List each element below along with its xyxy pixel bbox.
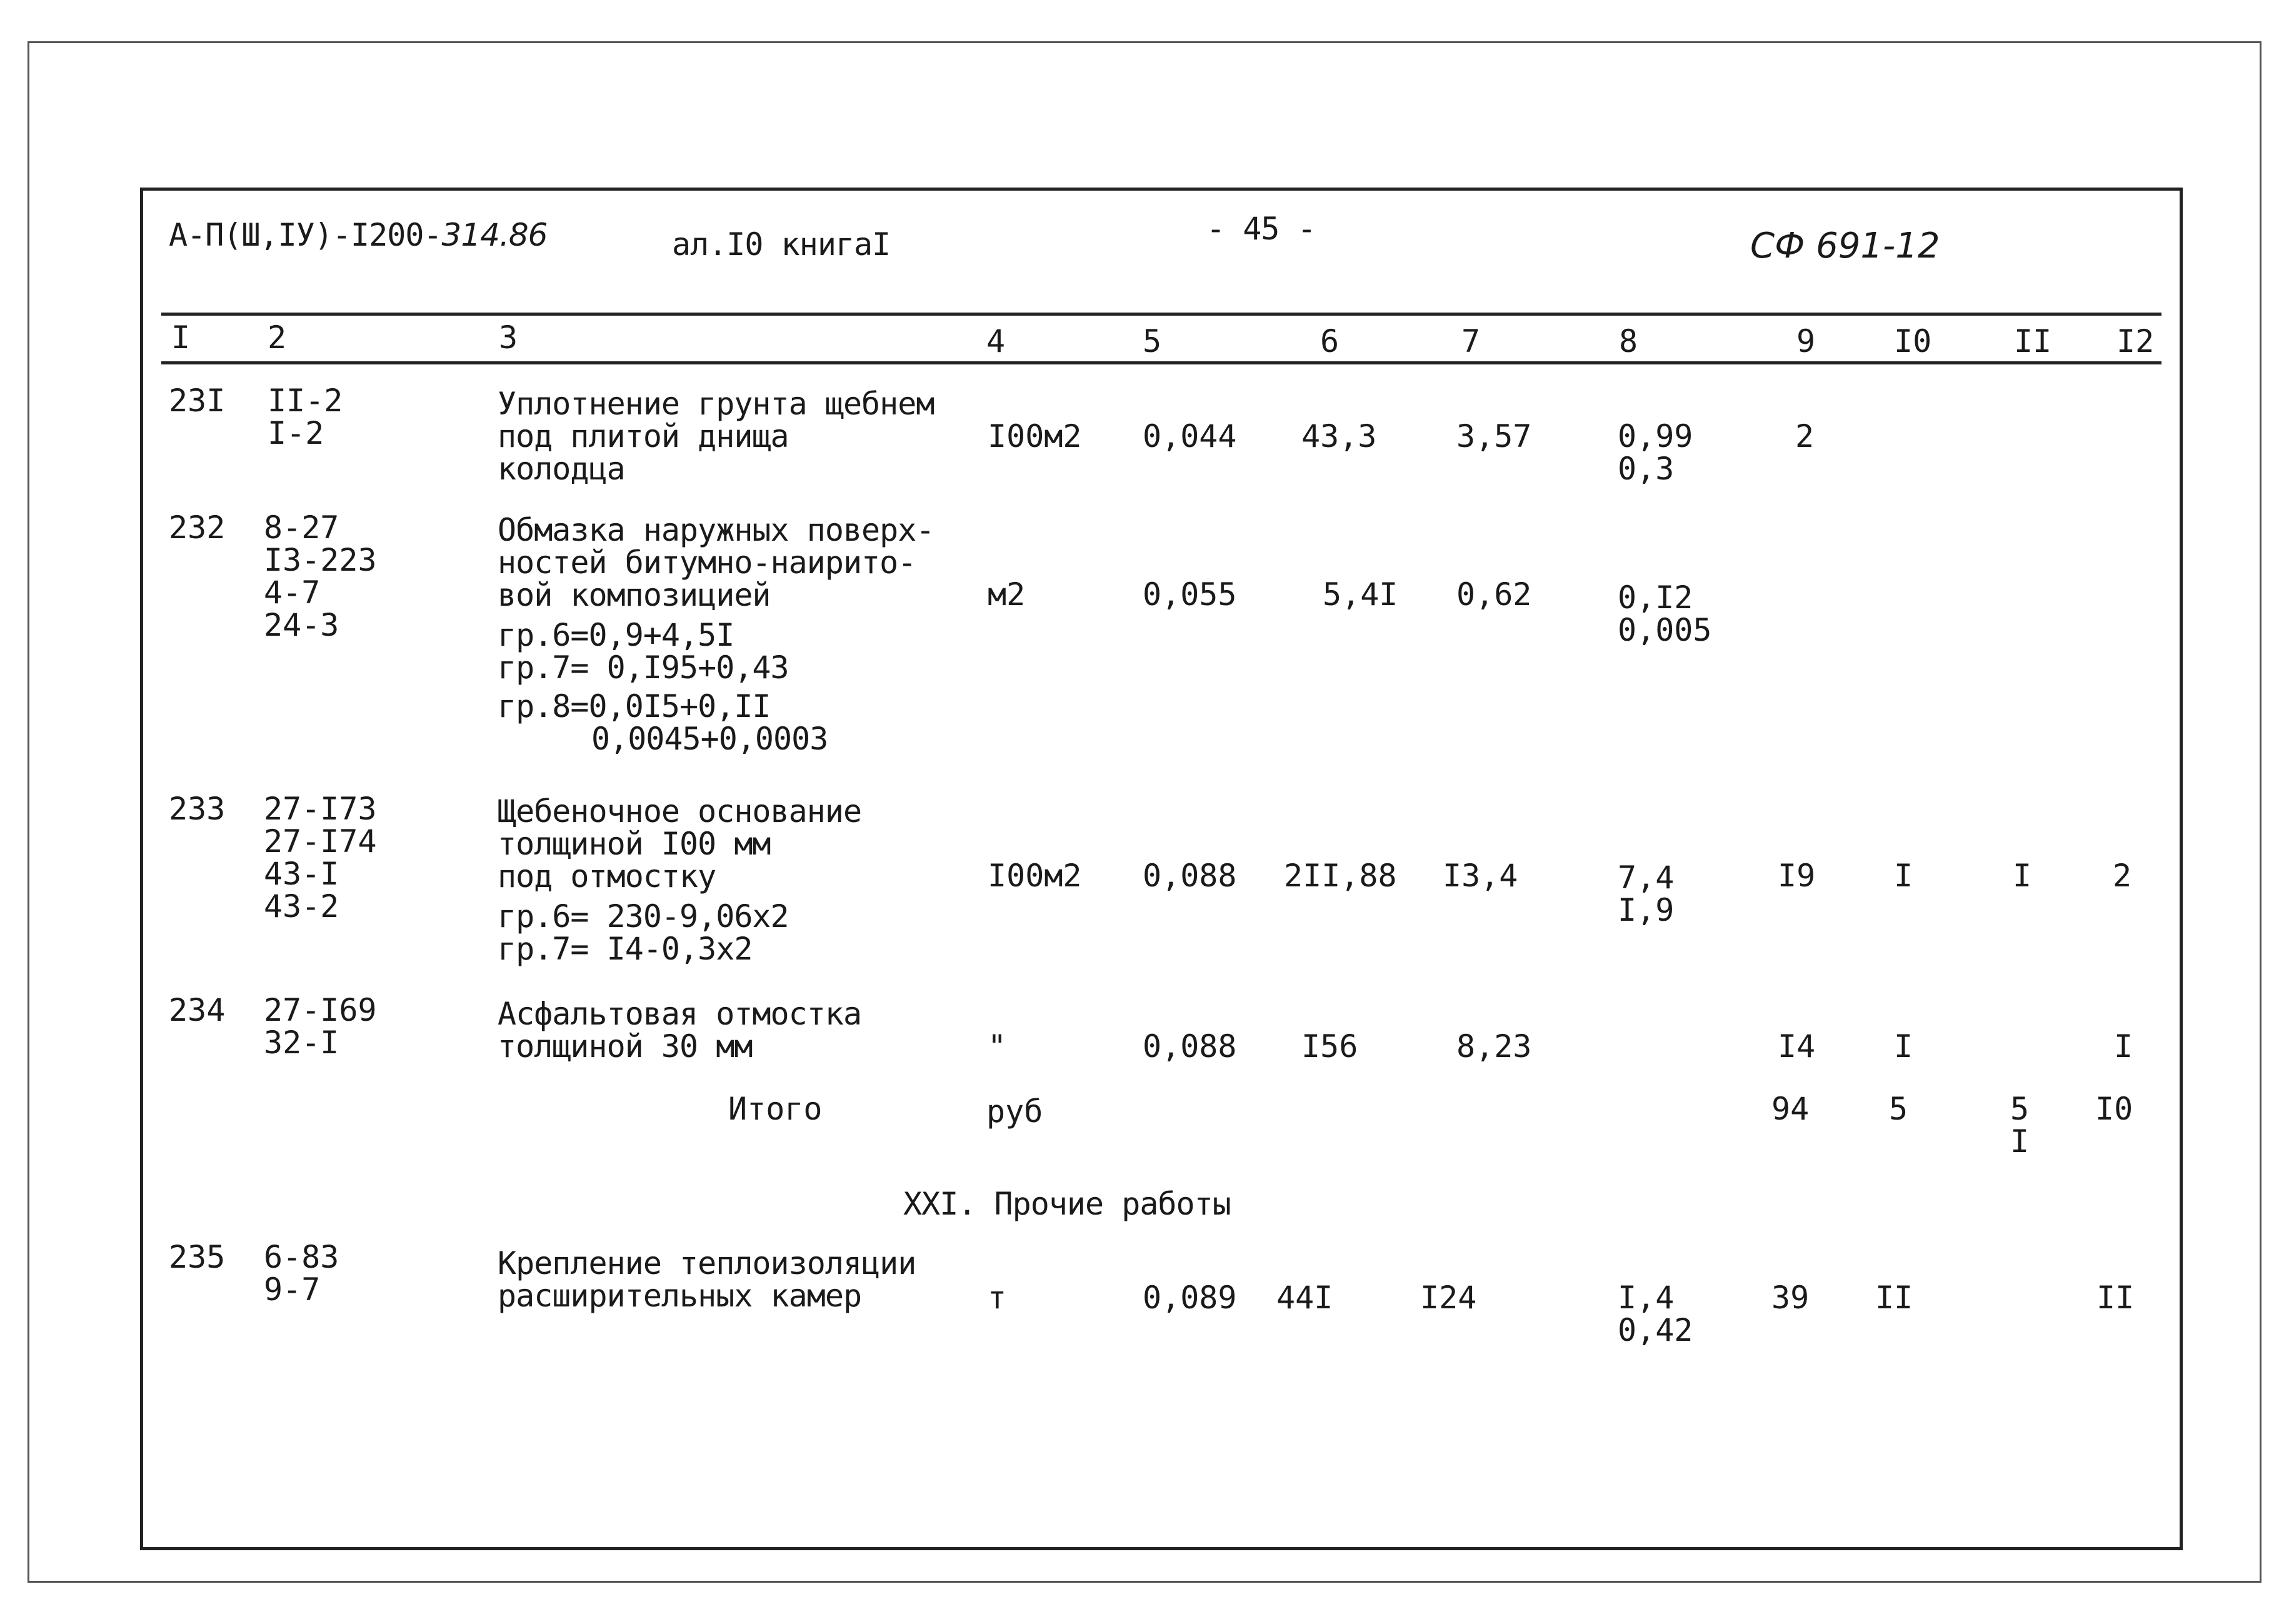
formula-line: 0,0045+0,0003 [591,721,828,757]
row-231-col6: 43,3 [1301,418,1377,454]
col-num-9: 9 [1796,323,1816,359]
row-235-col10: II [1875,1280,1913,1316]
desc-line: колодца [498,451,625,487]
col-num-12: I2 [2116,323,2155,359]
row-233-number: 233 [169,791,226,827]
total-col11 [2010,1093,2029,1158]
row-232-description [498,514,934,611]
col-num-5: 5 [1143,323,1162,359]
total-unit: руб [986,1093,1043,1130]
row-231-col5: 0,044 [1143,418,1237,454]
row-233-col12: 2 [2113,858,2132,894]
col8-line: 0,005 [1618,612,1712,648]
desc-line: под плитой днища [498,418,789,454]
code-line: 43-2 [264,888,339,925]
row-235-number: 235 [169,1239,226,1275]
row-234-codes [264,994,377,1059]
header-rule-top [161,313,2161,316]
row-233-formulas [498,900,789,965]
formula-line: гр.6= 230-9,06х2 [498,898,789,935]
row-234-number: 234 [169,992,226,1028]
row-231-codes [268,384,343,449]
desc-line: толщиной I00 мм [498,826,771,862]
row-235-col7: I24 [1420,1280,1477,1316]
row-232-codes [264,511,377,641]
col8-line: 7,4 [1618,860,1675,896]
row-234-unit: " [988,1028,1007,1065]
desc-line: Обмазка наружных поверх- [498,512,934,548]
col8-line: 0,I2 [1618,579,1693,616]
handwritten-stamp: СФ 691-12 [1750,226,1940,266]
code-line: 8-27 [264,509,339,546]
row-232-col7: 0,62 [1456,576,1532,613]
desc-line: вой композицией [498,577,771,613]
row-231-description [498,388,934,485]
col-num-3: 3 [499,319,518,356]
col8-line: I,9 [1618,892,1675,928]
row-235-unit: т [988,1280,1007,1316]
desc-line: под отмостку [498,858,716,895]
row-235-col5: 0,089 [1143,1280,1237,1316]
col-num-4: 4 [986,323,1006,359]
code-line: 32-I [264,1025,339,1061]
header-rule-bottom [161,361,2161,364]
row-235-description [498,1247,916,1312]
desc-line: расширительных камер [498,1278,862,1314]
row-232-col6: 5,4I [1323,576,1398,613]
section-title: XXI. Прочие работы [903,1186,1231,1222]
row-233-unit: I00м2 [988,858,1082,894]
code-line: 27-I73 [264,791,377,827]
row-233-col11: I [2013,858,2032,894]
row-232-col8 [1618,581,1712,646]
desc-line: Уплотнение грунта щебнем [498,386,934,422]
row-234-col12: I [2114,1028,2133,1065]
desc-line: Асфальтовая отмостка [498,996,862,1032]
row-235-col8 [1618,1281,1693,1346]
formula-line: гр.7= I4-0,3х2 [498,931,753,967]
col11-line: 5 [2010,1091,2030,1127]
total-col10: 5 [1889,1091,1908,1127]
desc-line: Крепление теплоизоляции [498,1245,916,1281]
col8-line: 0,42 [1618,1312,1693,1348]
code-line: 9-7 [264,1271,321,1308]
row-233-codes [264,793,377,923]
row-234-col6: I56 [1301,1028,1358,1065]
col8-line: 0,3 [1618,451,1675,487]
code-line: II-2 [268,383,343,419]
col-num-7: 7 [1461,323,1481,359]
row-235-col9: 39 [1771,1280,1810,1316]
code-line: I-2 [268,415,324,451]
code-line: 27-I74 [264,823,377,860]
col8-line: I,4 [1618,1280,1675,1316]
formula-line: гр.8=0,0I5+0,II [498,688,771,724]
document-code-typed: А-П(Ш,IУ)-I200- [169,217,442,253]
row-233-col5: 0,088 [1143,858,1237,894]
document-code-handwritten: 314.86 [441,217,548,253]
row-234-col7: 8,23 [1456,1028,1532,1065]
row-234-col9: I4 [1778,1028,1816,1065]
formula-line: гр.6=0,9+4,5I [498,617,734,653]
page-number: - 45 - [1206,211,1316,247]
col-num-10: I0 [1894,323,1932,359]
col-num-6: 6 [1320,323,1340,359]
desc-line: толщиной 30 мм [498,1028,753,1065]
row-233-description [498,795,861,893]
row-233-col8 [1618,861,1674,926]
row-234-col10: I [1894,1028,1913,1065]
col8-line: 0,99 [1618,418,1693,454]
code-line: 27-I69 [264,992,377,1028]
row-235-codes [264,1241,339,1306]
row-234-description [498,998,861,1063]
row-231-col7: 3,57 [1456,418,1532,454]
row-231-col9: 2 [1795,418,1815,454]
row-233-col7: I3,4 [1443,858,1518,894]
row-233-col6: 2II,88 [1284,858,1397,894]
row-232-number: 232 [169,509,226,546]
row-235-col6: 44I [1276,1280,1333,1316]
col-num-11: II [2014,323,2052,359]
code-line: 43-I [264,856,339,892]
total-label: Итого [728,1091,823,1127]
col-num-1: I [171,319,191,356]
row-233-col9: I9 [1778,858,1816,894]
code-line: 24-3 [264,607,339,643]
document-code [169,219,548,251]
row-234-col5: 0,088 [1143,1028,1237,1065]
row-235-col12: II [2096,1280,2135,1316]
desc-line: Щебеночное основание [498,793,862,830]
col11-line: I [2010,1123,2030,1160]
row-232-unit: м2 [988,576,1026,613]
row-232-formulas [498,619,828,755]
code-line: 4-7 [264,574,321,611]
formula-line: гр.7= 0,I95+0,43 [498,649,789,686]
code-line: I3-223 [264,542,377,578]
row-232-col5: 0,055 [1143,576,1237,613]
code-line: 6-83 [264,1239,339,1275]
row-231-unit: I00м2 [988,418,1082,454]
row-231-col8 [1618,420,1693,485]
album-book: ал.I0 книгаI [672,226,891,263]
col-num-2: 2 [268,319,287,356]
total-col9: 94 [1771,1091,1810,1127]
row-231-number: 23I [169,383,226,419]
desc-line: ностей битумно-наирито- [498,544,916,581]
row-233-col10: I [1894,858,1913,894]
total-col12: I0 [2095,1091,2133,1127]
col-num-8: 8 [1619,323,1638,359]
